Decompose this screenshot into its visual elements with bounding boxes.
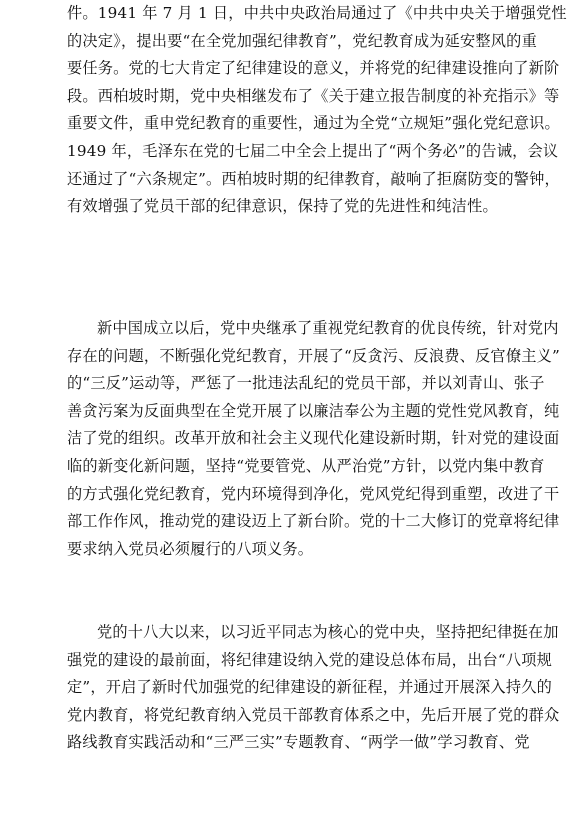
text-line: 强党的建设的最前面，将纪律建设纳入党的建设总体布局，出台“八项规 xyxy=(67,650,552,669)
paragraph-2 xyxy=(67,315,560,563)
text-line: 件。1941 年 7 月 1 日，中共中央政治局通过了《中共中央关于增强党性 xyxy=(67,4,567,22)
text-line: 1949 年，毛泽东在党的七届二中全会上提出了“两个务必”的告诫，会议 xyxy=(67,141,559,160)
text-line: 的方式强化党纪教育，党内环境得到净化，党风党纪得到重塑，改进了干 xyxy=(67,484,560,503)
text-line: 洁了党的组织。改革开放和社会主义现代化建设新时期，针对党的建设面 xyxy=(67,429,560,448)
text-line: 党的十八大以来，以习近平同志为核心的党中央，坚持把纪律挺在加 xyxy=(97,623,559,641)
text-line: 的“三反”运动等，严惩了一批违法乱纪的党员干部，并以刘青山、张子 xyxy=(67,374,545,393)
paragraph-1 xyxy=(67,0,567,221)
text-line: 要任务。党的七大肯定了纪律建设的意义，并将党的纪律建设推向了新阶 xyxy=(67,59,560,78)
text-line: 路线教育实践活动和“三严三实”专题教育、“两学一做”学习教育、党 xyxy=(67,733,530,752)
text-line: 存在的问题，不断强化党纪教育，开展了“反贪污、反浪费、反官僚主义” xyxy=(67,346,560,365)
text-line: 临的新变化新问题，坚持“党要管党、从严治党”方针，以党内集中教育 xyxy=(67,456,545,475)
text-line: 部工作作风，推动党的建设迈上了新台阶。党的十二大修订的党章将纪律 xyxy=(67,512,560,531)
text-line: 要求纳入党员必须履行的八项义务。 xyxy=(67,539,314,558)
text-line: 的决定》，提出要“在全党加强纪律教育”，党纪教育成为延安整风的重 xyxy=(67,31,537,50)
paragraph-3 xyxy=(67,619,560,757)
text-line: 新中国成立以后，党中央继承了重视党纪教育的优良传统，针对党内 xyxy=(97,319,559,337)
text-line: 党内教育，将党纪教育纳入党员干部教育体系之中，先后开展了党的群众 xyxy=(67,705,560,724)
text-line: 重要文件，重申党纪教育的重要性，通过为全党“立规矩”强化党纪意识。 xyxy=(67,114,560,133)
text-line: 善贪污案为反面典型在全党开展了以廉洁奉公为主题的党性党风教育，纯 xyxy=(67,401,560,420)
text-line: 段。西柏坡时期，党中央相继发布了《关于建立报告制度的补充指示》等 xyxy=(67,86,560,105)
text-line: 有效增强了党员干部的纪律意识，保持了党的先进性和纯洁性。 xyxy=(67,197,498,216)
text-line: 定”，开启了新时代加强党的纪律建设的新征程，并通过开展深入持久的 xyxy=(67,678,552,697)
text-line: 还通过了“六条规定”。西柏坡时期的纪律教育，敲响了拒腐防变的警钟， xyxy=(67,169,560,188)
